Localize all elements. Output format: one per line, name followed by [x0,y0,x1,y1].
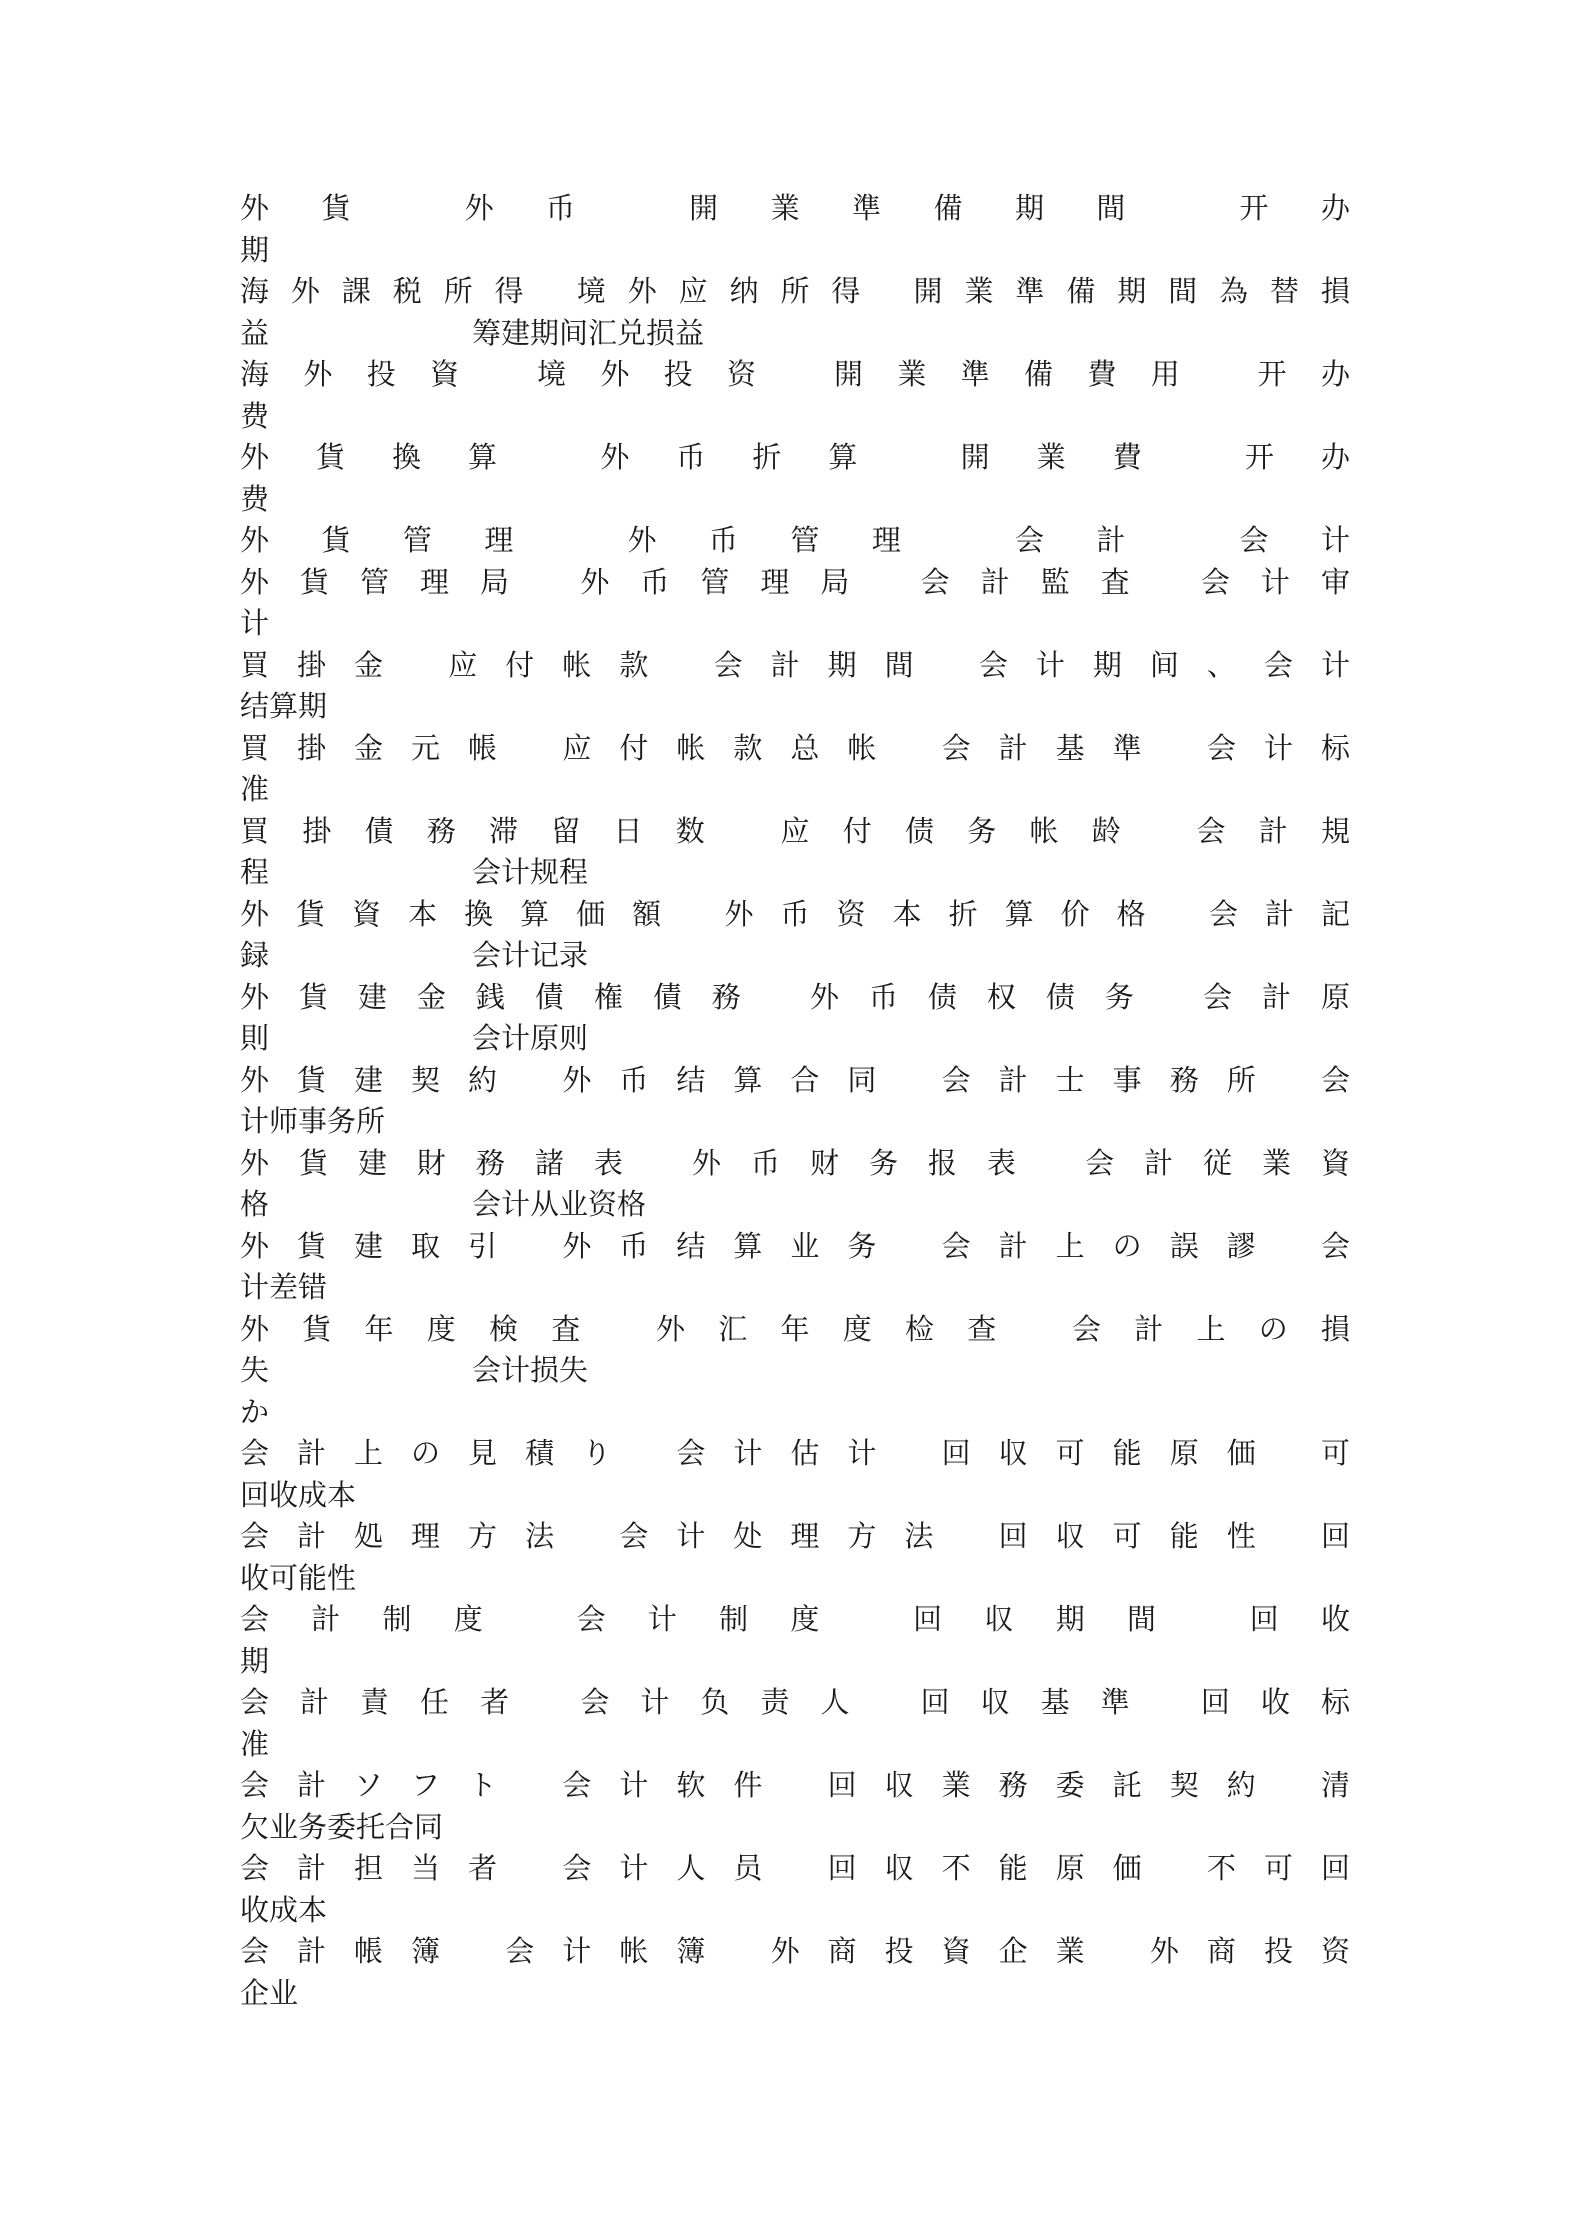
glossary-line [240,769,1350,811]
glossary-line [240,562,1350,604]
glossary-term: 会計担当者 [240,1851,526,1885]
glossary-line [240,1931,1350,1973]
glossary-term: 会計上の誤謬 [941,1228,1284,1263]
glossary-term: 外币折算 [600,440,905,474]
glossary-term: 会計責任者 [240,1685,541,1719]
glossary-term: か [240,1394,270,1429]
glossary-term: 应付帐款 [448,647,677,682]
glossary-term: 清 [1320,1768,1350,1802]
glossary-line [240,1350,1350,1392]
glossary-line [240,520,1350,562]
glossary-term: 会计期间、会计 [978,647,1350,682]
glossary-line [240,1765,1350,1807]
glossary-term: 外商投資企業 [770,1934,1113,1968]
glossary-term: 回收 [1249,1602,1351,1636]
glossary-term: 会计负责人 [580,1685,881,1719]
glossary-term: 外貨 [240,191,403,225]
glossary-line [240,977,1350,1019]
glossary-line [240,1682,1350,1724]
glossary-term: 费 [240,398,270,433]
glossary-term: 会計士事務所 [941,1062,1284,1097]
glossary-term: 会計原 [1203,979,1350,1014]
glossary-line [240,1184,1350,1226]
glossary-term: 收可能性 [240,1560,357,1595]
glossary-term: 回収不能原価 [827,1851,1170,1885]
glossary-term: 開業準備期間 [689,191,1178,225]
glossary-term: 回 [1320,1519,1350,1553]
glossary-term: 海外課税所得 [240,274,546,308]
glossary-term: 回收成本 [240,1477,357,1512]
glossary-line [240,1516,1350,1558]
glossary-term: 计差错 [240,1270,328,1304]
glossary-term: 外币资本折算价格 [724,896,1173,931]
glossary-line [240,1226,1350,1268]
glossary-term: 外币结算业务 [562,1228,905,1263]
glossary-line [240,1143,1350,1185]
glossary-term: 外貨建取引 [240,1228,526,1263]
glossary-term: 会计帐簿 [505,1934,734,1968]
glossary-term: 会計上の見積り [240,1436,640,1470]
glossary-term: 回収可能性 [998,1519,1284,1553]
glossary-term: 会計期間 [713,647,942,682]
glossary-line [240,645,1350,687]
glossary-term: 会计制度 [576,1602,862,1636]
glossary-line [240,396,1350,438]
glossary-term: 计 [240,606,270,640]
glossary-term: 会计规程 [472,855,589,889]
glossary-line [240,230,1350,272]
glossary-term: 録 [240,938,270,972]
glossary-term: 筹建期间汇兑损益 [472,315,705,350]
glossary-term: 开办 [1244,440,1350,474]
glossary-term: 应付帐款总帐 [562,730,905,765]
glossary-term: 会 [1320,1228,1350,1263]
glossary-term: 会計帳簿 [240,1934,469,1968]
glossary-term: 外貨管理局 [240,564,541,599]
glossary-term: 会計上の損 [1072,1311,1351,1346]
glossary-term: 境外投资 [536,357,791,391]
glossary-line [240,271,1350,313]
glossary-term: 期 [240,232,270,267]
glossary-term: 外貨年度検査 [240,1311,614,1346]
glossary-term: 结算期 [240,689,328,723]
glossary-term: 外貨建金銭債権債務 [240,979,771,1014]
glossary-term: 会计处理方法 [619,1519,962,1553]
glossary-term: 外币结算合同 [562,1062,905,1097]
glossary-term: 開業費 [960,440,1189,474]
glossary-term: 買掛金元帳 [240,730,526,765]
glossary-text [240,188,1350,2014]
glossary-term: 会计标 [1206,730,1350,765]
glossary-term: 会计记录 [472,938,589,972]
glossary-term: 会計監査 [920,564,1161,599]
glossary-term: 会計ソフト [240,1768,526,1802]
glossary-term: 欠业务委托合同 [240,1809,444,1844]
glossary-line [240,1309,1350,1351]
glossary-line [240,1475,1350,1517]
glossary-term: 企业 [240,1975,299,2010]
glossary-term: 境外应纳所得 [576,274,883,308]
glossary-term: 计师事务所 [240,1104,386,1138]
glossary-term: 回収業務委託契約 [827,1768,1284,1802]
glossary-term: 开办 [1257,357,1351,391]
glossary-term: 外汇年度检查 [656,1311,1030,1346]
glossary-term: 海外投資 [240,357,494,391]
glossary-line [240,1018,1350,1060]
glossary-term: 外貨建財務諸表 [240,1145,653,1180]
glossary-term: 回収可能原価 [941,1436,1284,1470]
glossary-line [240,1433,1350,1475]
glossary-term: 准 [240,772,270,806]
glossary-term: 外币管理局 [580,564,881,599]
glossary-line [240,1060,1350,1102]
glossary-term: 可 [1320,1436,1350,1470]
glossary-line [240,728,1350,770]
glossary-term: 回收标 [1200,1685,1350,1719]
glossary-term: 费 [240,481,270,516]
glossary-term: 外貨建契約 [240,1062,526,1097]
glossary-line [240,1890,1350,1932]
glossary-term: 会计审 [1200,564,1350,599]
glossary-term: 会计估计 [676,1436,905,1470]
glossary-term: 会计原则 [472,1021,589,1055]
glossary-term: 開業準備費用 [833,357,1215,391]
glossary-term: 期 [240,1643,270,1678]
glossary-term: 会計記 [1208,896,1350,931]
glossary-line [240,437,1350,479]
glossary-term: 失 [240,1353,270,1387]
glossary-line [240,1724,1350,1766]
glossary-term: 会计软件 [562,1768,791,1802]
glossary-term: 收成本 [240,1892,328,1927]
glossary-line [240,852,1350,894]
glossary-term: 会計基準 [941,730,1170,765]
glossary-term: 外币财务报表 [692,1145,1046,1180]
glossary-term: 会计从业资格 [472,1187,647,1221]
glossary-line [240,686,1350,728]
glossary-line [240,1807,1350,1849]
glossary-line [240,1267,1350,1309]
glossary-line [240,1641,1350,1683]
glossary-term: 不可回 [1206,1851,1350,1885]
glossary-term: 開業準備期間為替損 [913,274,1350,308]
glossary-line [240,1848,1350,1890]
glossary-line [240,1392,1350,1434]
glossary-term: 回収期間 [913,1602,1199,1636]
glossary-term: 外貨換算 [240,440,545,474]
glossary-term: 会計 [1014,523,1178,557]
glossary-term: 会計処理方法 [240,1519,583,1553]
glossary-line [240,479,1350,521]
glossary-line [240,894,1350,936]
glossary-term: 外商投资 [1149,1934,1350,1968]
glossary-line [240,354,1350,396]
glossary-term: 会计 [1239,523,1350,557]
glossary-term: 会計規 [1196,813,1351,848]
glossary-term: 買掛債務滞留日数 [240,813,739,848]
glossary-line [240,1558,1350,1600]
glossary-line [240,1599,1350,1641]
glossary-line [240,188,1350,230]
glossary-term: 則 [240,1021,270,1055]
glossary-term: 買掛金 [240,647,412,682]
glossary-term: 外币管理 [627,523,954,557]
glossary-term: 会計制度 [240,1602,526,1636]
glossary-term: 格 [240,1187,270,1221]
glossary-line [240,935,1350,977]
glossary-term: 会 [1320,1062,1350,1097]
glossary-line [240,603,1350,645]
glossary-term: 会计损失 [472,1353,589,1387]
glossary-term: 开办 [1239,191,1350,225]
glossary-term: 外貨資本換算価額 [240,896,689,931]
glossary-term: 回収基準 [920,1685,1161,1719]
glossary-term: 准 [240,1726,270,1761]
glossary-line [240,811,1350,853]
glossary-term: 程 [240,855,270,889]
glossary-line [240,1973,1350,2015]
glossary-term: 外币债权债务 [809,979,1164,1014]
glossary-line [240,313,1350,355]
glossary-term: 外币 [464,191,628,225]
glossary-term: 会计人员 [562,1851,791,1885]
glossary-term: 外貨管理 [240,523,566,557]
glossary-term: 会計従業資 [1085,1145,1350,1180]
glossary-term: 应付债务帐龄 [780,813,1155,848]
glossary-line [240,1101,1350,1143]
glossary-term: 益 [240,315,270,350]
